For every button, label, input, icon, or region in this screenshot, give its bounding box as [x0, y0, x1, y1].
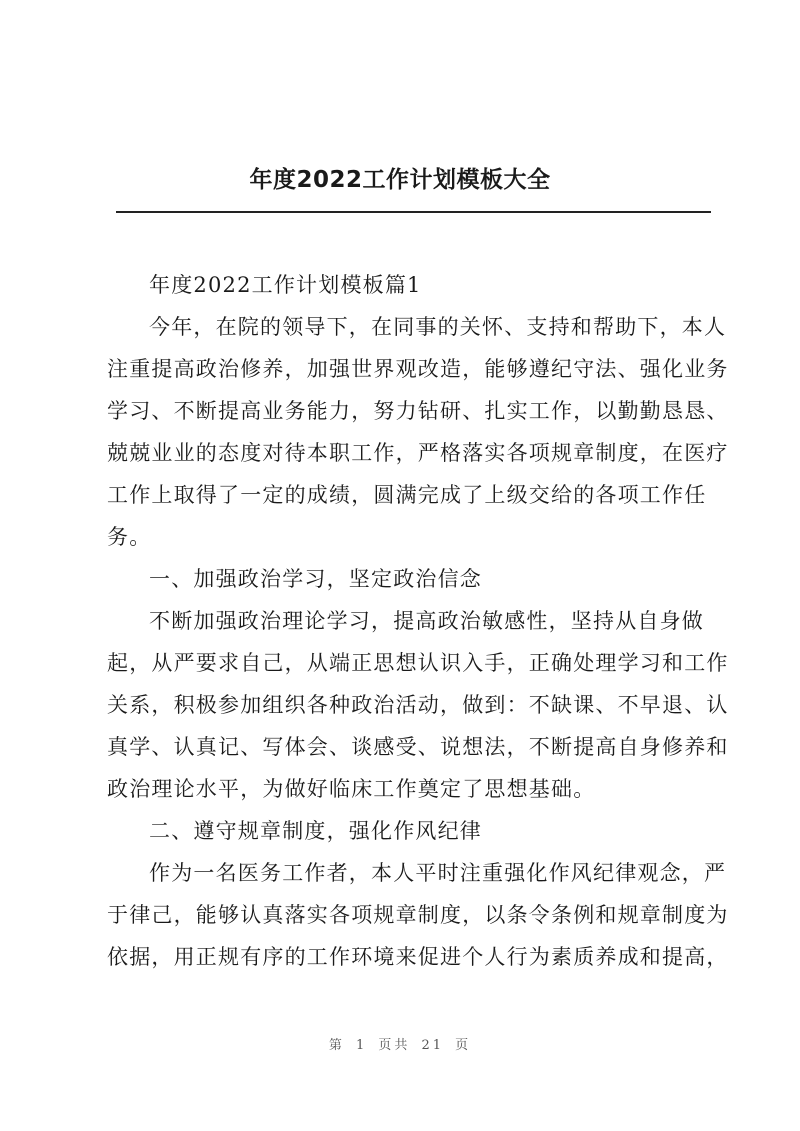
document-body	[107, 264, 729, 978]
paragraph-line: 今年，在院的领导下，在同事的关怀、支持和帮助下，本人	[149, 315, 727, 339]
paragraph-line: 兢兢业业的态度对待本职工作，严格落实各项规章制度，在医疗	[107, 441, 729, 465]
paragraph-line: 起，从严要求自己，从端正思想认识入手，正确处理学习和工作	[107, 651, 729, 675]
paragraph-line: 注重提高政治修养，加强世界观改造，能够遵纪守法、强化业务	[107, 357, 729, 381]
paragraph-line: 作为一名医务工作者，本人平时注重强化作风纪律观念，严	[149, 861, 727, 885]
section-heading: 年度2022工作计划模板篇1	[149, 273, 422, 297]
paragraph-line: 不断加强政治理论学习，提高政治敏感性，坚持从自身做	[149, 609, 704, 633]
paragraph-line: 真学、认真记、写体会、谈感受、说想法，不断提高自身修养和	[107, 735, 729, 759]
paragraph-line: 务。	[107, 525, 152, 549]
page-number-footer: 第 1 页共 21 页	[328, 1038, 472, 1053]
title-divider	[116, 211, 711, 213]
paragraph-line: 于律己，能够认真落实各项规章制度，以条令条例和规章制度为	[107, 903, 729, 927]
document-title: 年度2022工作计划模板大全	[249, 167, 551, 193]
paragraph-line: 依据，用正规有序的工作环境来促进个人行为素质养成和提高，	[107, 945, 729, 969]
section-heading: 二、遵守规章制度，强化作风纪律	[149, 819, 482, 843]
paragraph-line: 关系，积极参加组织各种政治活动，做到：不缺课、不早退、认	[107, 693, 729, 717]
paragraph-line: 学习、不断提高业务能力，努力钻研、扎实工作，以勤勤恳恳、	[107, 399, 729, 423]
paragraph-line: 政治理论水平，为做好临床工作奠定了思想基础。	[107, 777, 596, 801]
section-heading: 一、加强政治学习，坚定政治信念	[149, 567, 482, 591]
paragraph-line: 工作上取得了一定的成绩，圆满完成了上级交给的各项工作任	[107, 483, 707, 507]
